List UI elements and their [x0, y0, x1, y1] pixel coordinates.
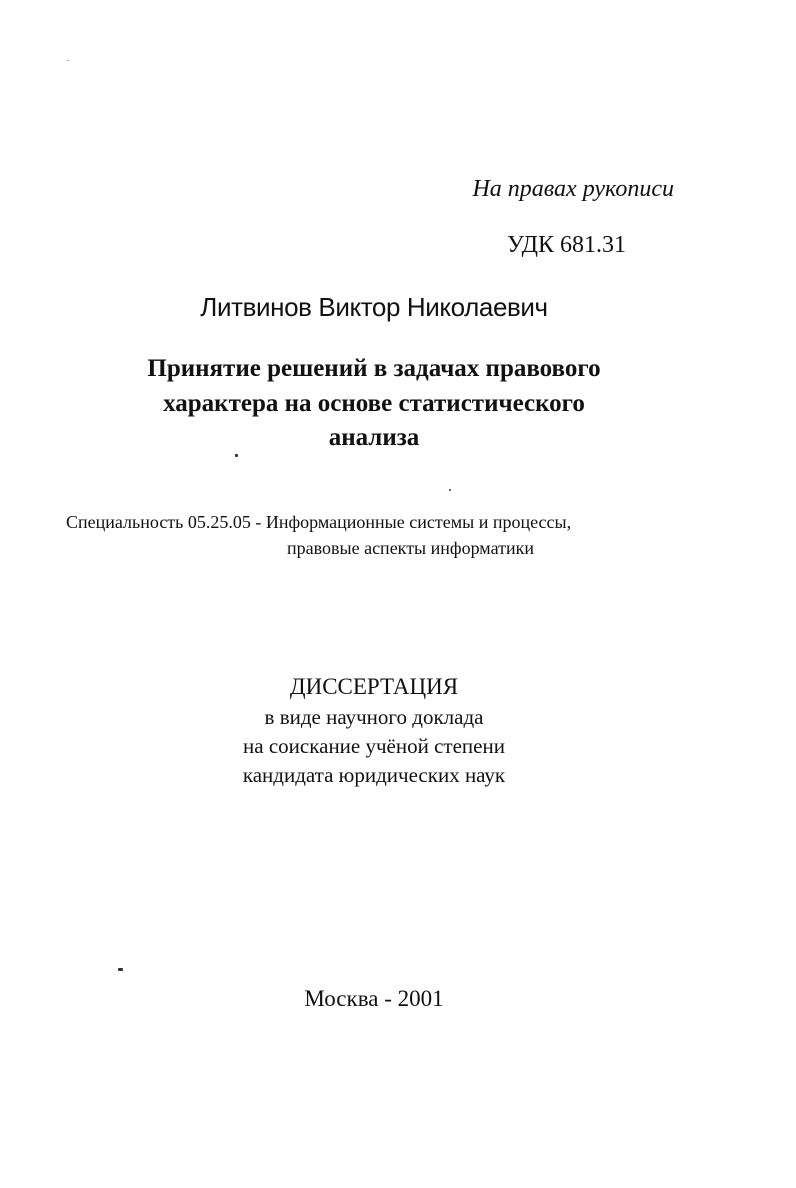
- udk-code: УДК 681.31: [507, 232, 626, 258]
- specialty-line-2: правовые аспекты информатики: [287, 538, 534, 558]
- scan-speck: [449, 489, 451, 491]
- dissertation-degree-line: на соискание учёной степени: [243, 734, 505, 758]
- manuscript-rights-note: На правах рукописи: [472, 176, 674, 202]
- scan-speck: [118, 968, 123, 971]
- dissertation-title-line-2: характера на основе статистического: [163, 390, 585, 417]
- scan-speck: [67, 60, 69, 61]
- dissertation-label: ДИССЕРТАЦИЯ: [289, 674, 459, 699]
- dissertation-field-line: кандидата юридических наук: [242, 763, 506, 787]
- dissertation-title-line-1: Принятие решений в задачах правового: [147, 355, 601, 382]
- scan-speck: [235, 454, 238, 457]
- specialty-line-1: Специальность 05.25.05 - Информационные системы и процессы,: [66, 512, 572, 532]
- dissertation-title-line-3: анализа: [328, 424, 420, 451]
- place-and-year: Москва - 2001: [304, 986, 444, 1011]
- author-name: Литвинов Виктор Николаевич: [200, 292, 548, 322]
- dissertation-form-line: в виде научного доклада: [264, 705, 484, 729]
